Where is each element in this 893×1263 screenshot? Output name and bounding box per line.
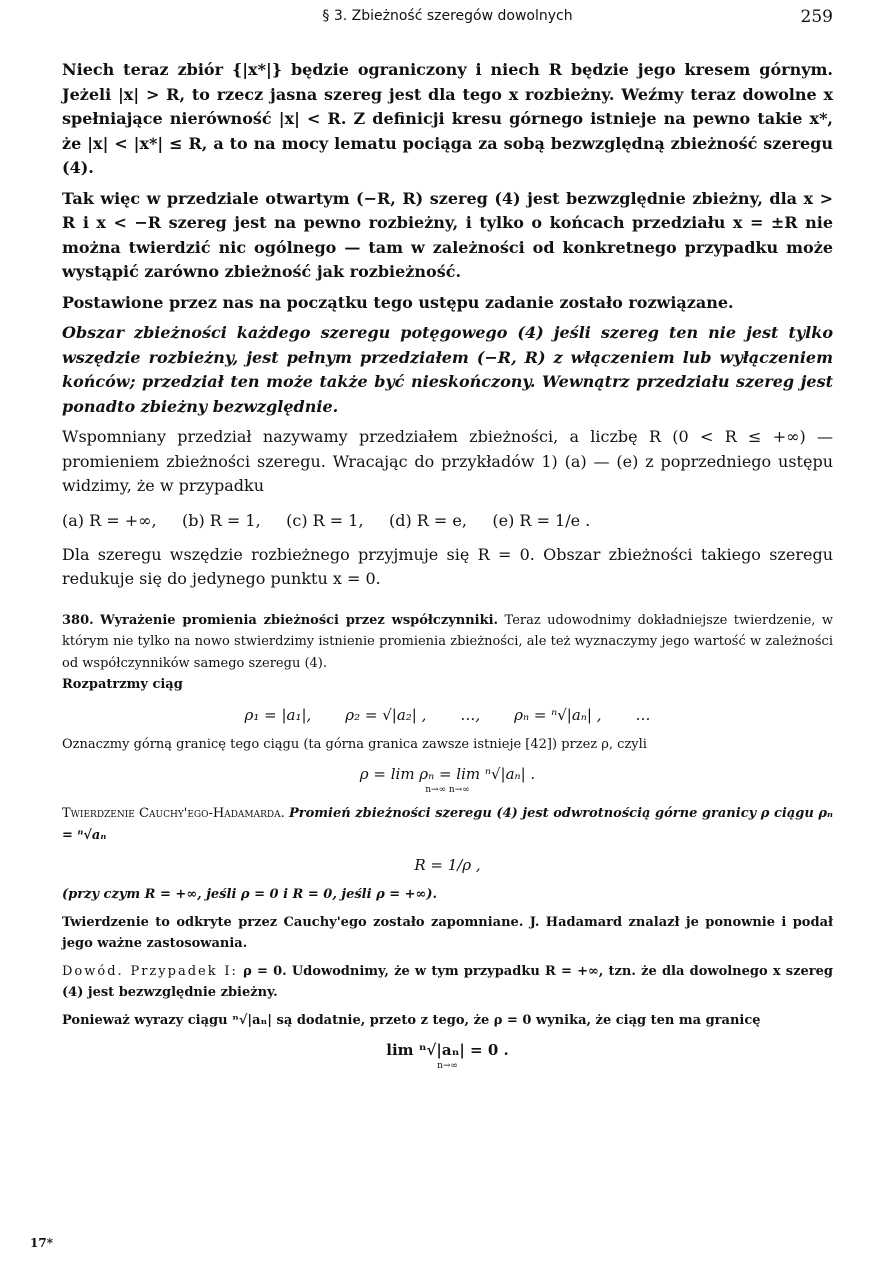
paragraph-1: Niech teraz zbiór {|x*|} będzie ograniczony i niech R będzie jego kresem górnym. Jeżeli |x| > R, to rzecz jasna szereg jest dla tego x rozbieżny. Weźmy teraz dowolne x spełniające nierówność |x| < R. Z definicji kresu górnego istnieje na pewno takie x*, że |x| < |x*| ≤ R, a to na mocy lematu pociąga za sobą bezwzględną zbieżność szeregu (4). [62, 60, 833, 177]
paragraph-proof-case-1 [62, 961, 833, 1004]
theorem-cauchy-hadamard [62, 803, 833, 846]
section-number: 380. [62, 612, 94, 628]
formula-lim-subscript: n→∞ [437, 1061, 458, 1071]
paragraph-consider-sequence: Rozpatrzmy ciąg [62, 677, 183, 692]
theorem-label: Twierdzenie Cauchy'ego-Hadamarda. [62, 806, 285, 821]
formula-limsup: ρ = lim ρₙ = lim ⁿ√|aₙ| . [359, 765, 536, 783]
radius-cases: (a) R = +∞, (b) R = 1, (c) R = 1, (d) R = e, (e) R = 1/e . [62, 510, 591, 530]
page-body [62, 58, 833, 1079]
paragraph-history: Twierdzenie to odkryte przez Cauchy'ego zostało zapomniane. J. Hadamard znalazł je ponownie i podał jego ważne zastosowania. [62, 914, 833, 951]
formula-term: … [635, 705, 651, 724]
paragraph-positive-terms: Ponieważ wyrazy ciągu ⁿ√|aₙ| są dodatnie, przeto z tego, że ρ = 0 wynika, że ciąg ten ma granicę [62, 1012, 761, 1028]
paragraph-4-theorem: Obszar zbieżności każdego szeregu potęgowego (4) jeśli szereg ten nie jest tylko wszędzie rozbieżny, jest pełnym przedziałem (−R, R) z włączeniem lub wyłączeniem końców; przedział ten może także być nieskończony. Wewnątrz przedziału szereg jest ponadto zbieżny bezwzględnie. [62, 323, 833, 416]
theorem-text: Promień zbieżności szeregu (4) jest odwrotnością górne granicy ρ ciągu ρₙ = ⁿ√aₙ [62, 806, 833, 843]
formula-term: ρ₁ = |a₁|, [244, 705, 312, 724]
formula-term: ρₙ = ⁿ√|aₙ| , [514, 705, 602, 724]
section-380 [62, 610, 833, 675]
formula-term: …, [460, 705, 481, 724]
running-title: § 3. Zbieżność szeregów dowolnych [322, 8, 573, 24]
signature-mark: 17* [30, 1236, 53, 1250]
proof-text: ρ = 0. Udowodnimy, że w tym przypadku R = +∞, tzn. że dla dowolnego x szereg (4) jest bezwzględnie zbieżny. [62, 963, 833, 1000]
formula-term: ρ₂ = √|a₂| , [345, 705, 427, 724]
formula-limsup-subscript: n→∞ n→∞ [425, 785, 470, 795]
formula-radius: R = 1/ρ , [414, 856, 481, 874]
page-header [62, 8, 833, 32]
formula-limit-zero [62, 1039, 833, 1071]
paragraph-5: Wspomniany przedział nazywamy przedziałem zbieżności, a liczbę R (0 < R ≤ +∞) — promieniem zbieżności szeregu. Wracając do przykładów 1) (a) — (e) z poprzedniego ustępu widzimy, że w przypadku [62, 427, 833, 495]
formula-lim: lim ⁿ√|aₙ| = 0 . [386, 1041, 509, 1059]
paragraph-6: Dla szeregu wszędzie rozbieżnego przyjmuje się R = 0. Obszar zbieżności takiego szeregu redukuje się do jedynego punktu x = 0. [62, 544, 833, 588]
formula-upper-limit [62, 763, 833, 795]
paragraph-special-cases: (przy czym R = +∞, jeśli ρ = 0 i R = 0, jeśli ρ = +∞). [62, 887, 438, 902]
paragraph-upper-limit: Oznaczmy górną granicę tego ciągu (ta górna granica zawsze istnieje [42]) przez ρ, czyli [62, 736, 647, 752]
paragraph-3: Postawione przez nas na początku tego ustępu zadanie zostało rozwiązane. [62, 292, 734, 312]
proof-label: Dowód. Przypadek I: [62, 963, 238, 979]
formula-sequence [62, 704, 833, 726]
page-number: 259 [800, 7, 833, 27]
section-intro: Teraz udowodnimy dokładniejsze twierdzenie, w którym nie tylko na nowo stwierdzimy istnienie promienia zbieżności, ale też wyznaczymy jego wartość w zależności od współczynników samego szeregu (4). [62, 612, 834, 671]
section-title: Wyrażenie promienia zbieżności przez współczynniki. [100, 612, 499, 628]
paragraph-2: Tak więc w przedziale otwartym (−R, R) szereg (4) jest bezwzględnie zbieżny, dla x > R i x < −R szereg jest na pewno rozbieżny, i tylko o końcach przedziału x = ±R nie można twierdzić nic ogólnego — tam w zależności od konkretnego przypadku może wystąpić zarówno zbieżność jak rozbieżność. [62, 188, 833, 281]
